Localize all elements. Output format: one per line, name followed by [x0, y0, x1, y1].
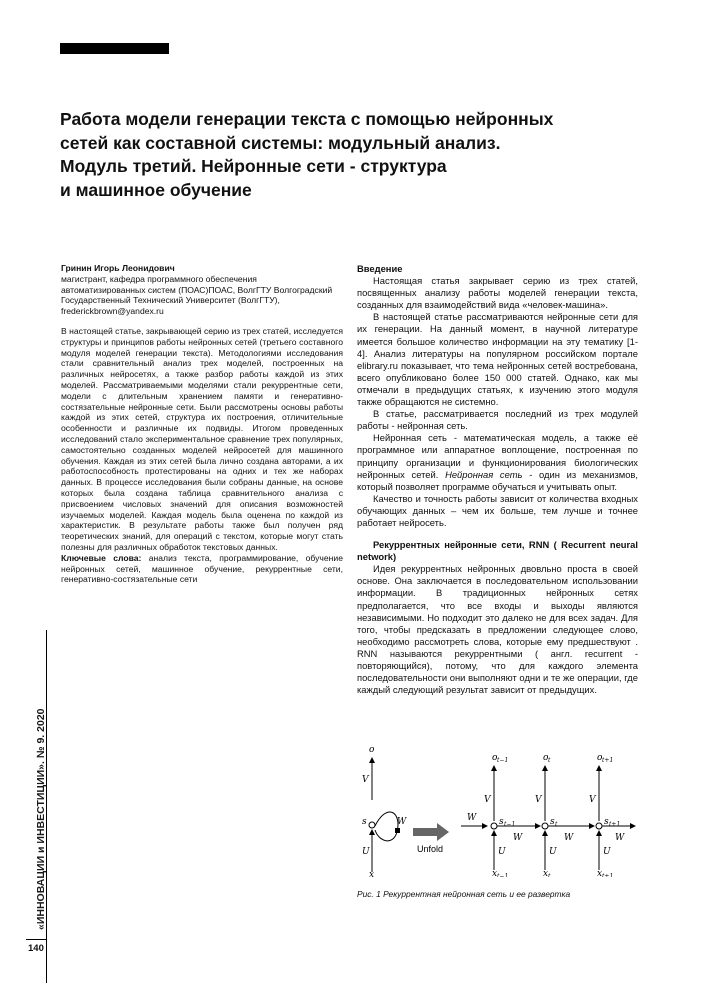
- label-w0: W: [467, 813, 477, 823]
- recurrent-loop: [375, 812, 398, 841]
- label-o-next: o: [597, 753, 603, 763]
- label-o-prev: o: [492, 753, 498, 763]
- label-w2: W: [564, 833, 574, 843]
- label-x-cur: x: [543, 869, 549, 877]
- sub-s-cur: t: [555, 821, 558, 828]
- label-w1: W: [513, 833, 523, 843]
- paragraph: В настоящей статье рассматриваются нейронные сети для их генерации. На данный момент, в научной литературе имеется большое количество информации на эту тематику [1-4]. Анализ литературы на популярном российском портале elibrary.ru показывает, что тема нейронных сетей востребована, всего опубликовано более 150 000 статей. Однако, как мы отмечали в предыдущих статьях, к изучению этого модуля также обращаются не системно.: [357, 311, 638, 408]
- label-s-cur: s: [550, 817, 555, 827]
- node-s: [369, 822, 375, 828]
- title-line: Модуль третий. Нейронные сети - структура: [60, 156, 447, 176]
- sub-o-prev: t−1: [497, 757, 509, 764]
- author-name: Гринин Игорь Леонидович: [61, 263, 175, 273]
- subscripts: [497, 757, 620, 877]
- label-s-prev: s: [499, 817, 504, 827]
- node-s-prev: [491, 823, 497, 829]
- rnn-diagram: [357, 742, 640, 877]
- label-x-next: x: [597, 869, 603, 877]
- nn-definition-italic: Нейронная сеть: [445, 468, 523, 480]
- sub-s-prev: t−1: [504, 821, 516, 828]
- paragraph: В статье, рассматривается последний из трех модулей работы - нейронная сеть.: [357, 408, 638, 432]
- sub-s-next: t+1: [609, 821, 621, 828]
- label-o-cur: o: [543, 753, 549, 763]
- author-affiliation: магистрант, кафедра программного обеспечения автоматизированных систем (ПОАС)ПОАС, ВолгГТУ Волгоградский Государственный Технический Университет (ВолгГТУ),: [61, 273, 333, 306]
- title-line: сетей как составной системы: модульный анализ.: [60, 132, 501, 153]
- author-email: frederickbrown@yandex.ru: [61, 306, 164, 317]
- label-v-prev: V: [484, 795, 491, 805]
- label-x: x: [369, 870, 375, 877]
- label-u-prev: U: [498, 847, 506, 857]
- figure-caption: Рис. 1 Рекуррентная нейронная сеть и ее развертка: [357, 889, 571, 899]
- nn-definition-end: - один из механизмов, который позволяет программе обучаться и учитывать опыт.: [357, 468, 639, 492]
- label-o: o: [369, 745, 375, 755]
- paragraph: Настоящая статья закрывает серию из трех статей, посвященных анализу работы моделей генерации текста, созданных для взаимодействий вида «человек-машина».: [357, 275, 638, 311]
- label-u-next: U: [603, 847, 611, 857]
- node-s-cur: [542, 823, 548, 829]
- keywords: [61, 553, 343, 585]
- label-s-next: s: [604, 817, 609, 827]
- unit-t-1: [484, 753, 509, 877]
- sub-o-cur: t: [548, 757, 551, 764]
- label-v: V: [362, 775, 369, 785]
- journal-name: «ИННОВАЦИИ и ИНВЕСТИЦИИ». № 9. 2020: [35, 708, 47, 930]
- paragraph-nn-definition: [357, 432, 638, 492]
- title-line: Работа модели генерации текста с помощью нейронных: [60, 109, 554, 129]
- label-v-cur: V: [535, 795, 542, 805]
- label-x-prev: x: [492, 869, 498, 877]
- keywords-text: анализ текста, программирование, обучение нейронных сетей, машинное обучение, рекуррентные сети, генеративно-состязательные сети: [61, 552, 344, 585]
- unit-t: [535, 753, 557, 877]
- label-w-loop: W: [397, 817, 407, 827]
- title-line: и машинное обучение: [60, 179, 252, 200]
- right-column: [357, 263, 638, 696]
- unfold-label: Unfold: [417, 844, 444, 854]
- label-v-next: V: [589, 795, 596, 805]
- paragraph: Идея рекуррентных нейронных двовльно проста в своей основе. Она заключается в последовательном использовании информации. В традиционных нейронных сетях предполагается, что все входы и выходы являются независимыми. Но подходит это далеко не для всех задач. Для того, чтобы предсказать в предложении следующее слово, необходимо рассмотреть слова, которые ему предшествуют . RNN называются рекуррентными ( англ. recurrent - повторяющийся), потому, что для каждого элемента последовательности они выполняют одни и те же операции, где каждый следующий результат зависит от предыдущих.: [357, 563, 638, 696]
- page-number-rule: [26, 939, 46, 940]
- section-heading-intro: Введение: [357, 263, 403, 274]
- label-u: U: [362, 847, 370, 857]
- header-bar: [60, 43, 169, 54]
- label-s: s: [362, 817, 367, 827]
- sub-o-next: t+1: [602, 757, 614, 764]
- abstract: В настоящей статье, закрывающей серию из трех статей, исследуется структуры и принципов работы нейронных сетей (третьего составного модуля моделей генерации текста). Методологиями исследования стали сравнительный анализ трех моделей, построенных на различных нейросетях, а также разбор работы каждой из этих моделей. Рассматриваемыми моделями стали рекуррентные сети, модели с длительным хранением памяти и генеративно-состязательные нейронные сети. Были рассмотрены основы работы каждой из этих сетей, структура их построения, отличительные особенности и различные их подвиды. Итогом проведенных исследований стало экспериментальное сравнение трех популярных, самостоятельно созданных моделей нейросетей для машинного обучения. Каждая из этих сетей была лично создана авторами, а их работоспособность протестированы на одних и тех же наборах данных. В процессе исследования были собраны данные, на основе которых была создана таблица сравнительного анализа с присвоением числовых значений для описания возможностей изучаемых моделей. Каждая модель была оценена по каждой из характеристик. В результате работы также был получен ряд теоретических знаний, для операций с текстом, которые могут стать полезны для различных обработок текстовых данных.: [61, 325, 343, 552]
- section-heading-rnn: Рекуррентных нейронные сети, RNN ( Recurrent neural network): [357, 539, 638, 563]
- left-column: [61, 263, 343, 585]
- article-title: [60, 108, 660, 202]
- label-u-cur: U: [549, 847, 557, 857]
- label-w3: W: [615, 833, 625, 843]
- unit-t+1: [589, 753, 614, 877]
- sub-x-next: t+1: [602, 873, 614, 877]
- sub-x-cur: t: [548, 873, 551, 877]
- nn-definition-start: Нейронная сеть - математическая модель, а также её программное или аппаратное воплощение, построенная по принципу организации и функционирования биологических нейронных сетей.: [357, 432, 638, 480]
- delay-box: [395, 828, 400, 833]
- node-s-next: [596, 823, 602, 829]
- page-number: 140: [28, 943, 44, 954]
- unfold-arrow: [413, 823, 449, 841]
- sub-x-prev: t−1: [497, 873, 509, 877]
- paragraph: Качество и точность работы зависит от количества входных обучающих данных – чем их больше, тем лучше и точнее работает нейросеть.: [357, 492, 638, 528]
- keywords-label: Ключевые слова:: [61, 552, 142, 563]
